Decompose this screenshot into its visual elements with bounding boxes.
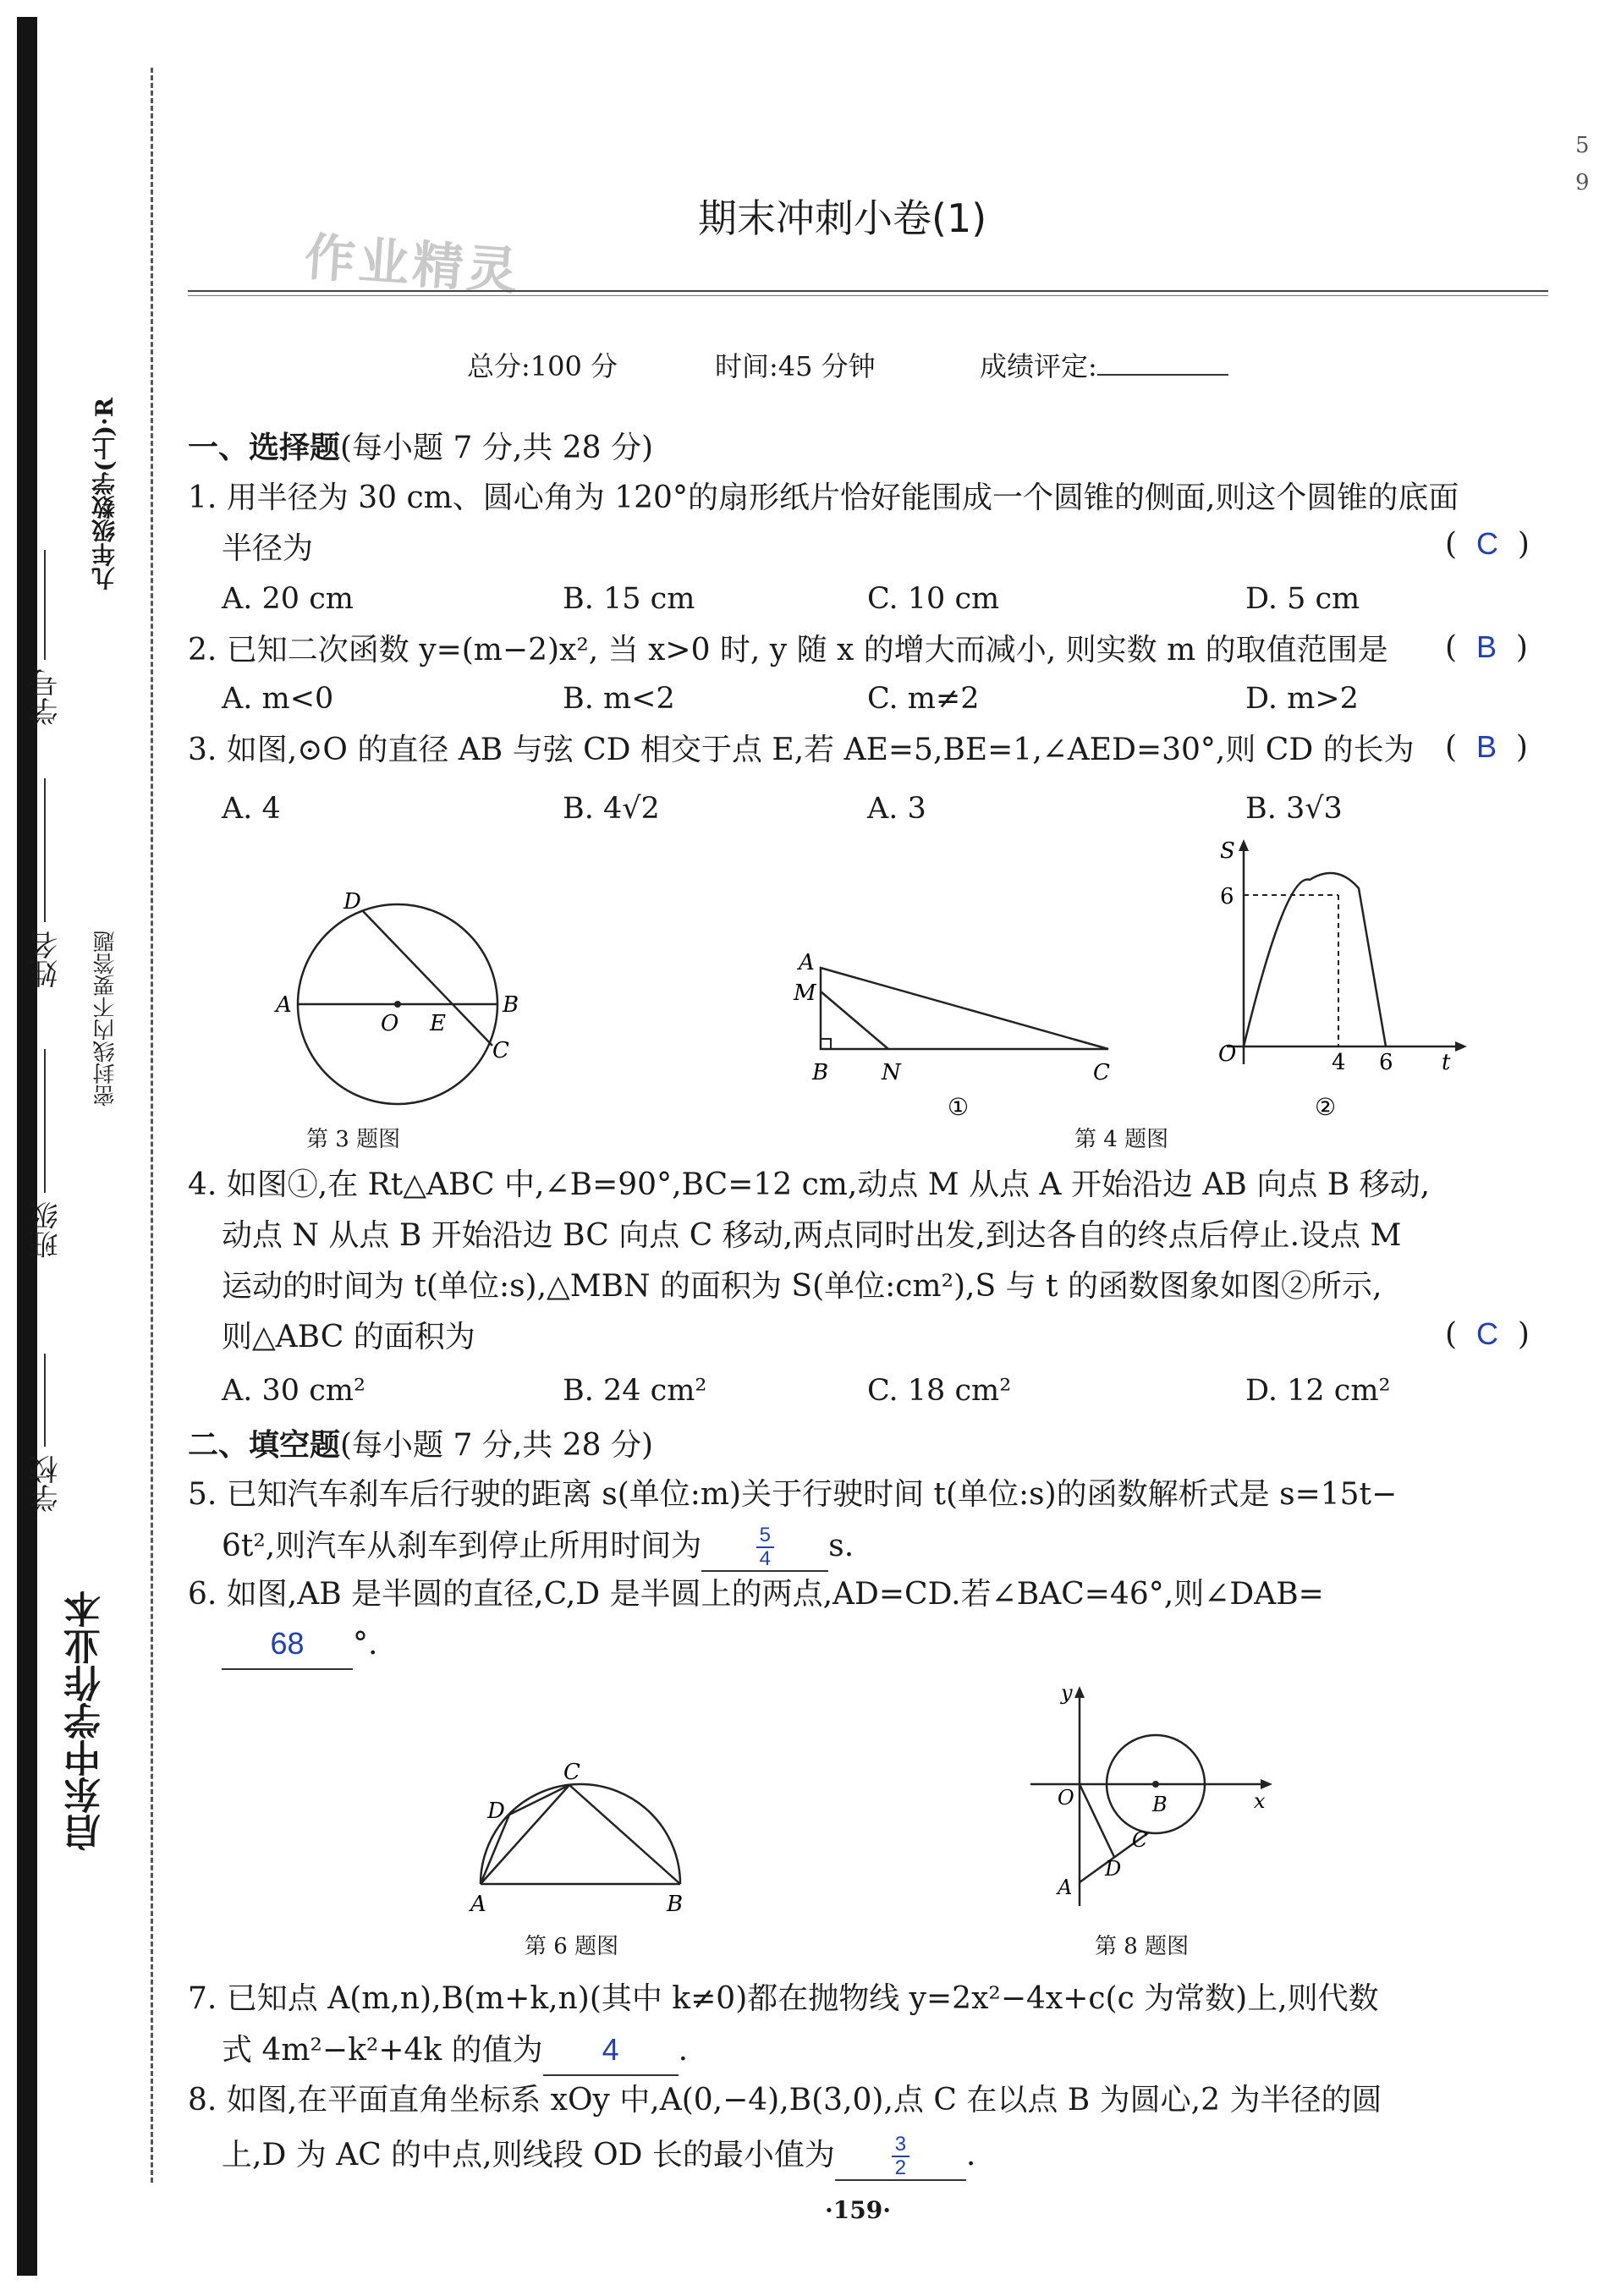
q7-answer: 4 xyxy=(602,2032,619,2067)
q5-answer-num: 5 xyxy=(756,1524,774,1548)
fig4-graph-label-4: 4 xyxy=(1332,1050,1346,1075)
section2-note: (每小题 7 分,共 28 分) xyxy=(340,1428,654,1463)
fig4-graph-x-arrow xyxy=(1455,1041,1467,1052)
fig6-label-c: C xyxy=(563,1760,580,1785)
total-score: 总分:100 分 xyxy=(467,350,618,382)
q1-option-d: D. 5 cm xyxy=(1245,582,1360,616)
fig6-semicircle xyxy=(481,1784,680,1884)
q2-option-d: D. m>2 xyxy=(1245,682,1359,716)
q4-answer-paren: ( C ) xyxy=(1445,1316,1530,1352)
fig3-center-dot xyxy=(394,1001,401,1008)
q5-line1: 5. 已知汽车刹车后行驶的距离 s(单位:m)关于行驶时间 t(单位:s)的函数解析式是 s=15t− xyxy=(188,1477,1398,1512)
q4-option-a: A. 30 cm² xyxy=(222,1374,366,1408)
sidebar-seal-note: 密封线内不要答题 xyxy=(93,931,118,1107)
fig8-y-arrow xyxy=(1074,1686,1085,1698)
q8-line2 xyxy=(222,2130,975,2181)
fig8-label-d: D xyxy=(1105,1857,1122,1881)
q7-line1: 7. 已知点 A(m,n),B(m+k,n)(其中 k≠0)都在抛物线 y=2x²−4x+c(c 为常数)上,则代数 xyxy=(188,1981,1379,2016)
seal-dashed-line-left xyxy=(151,68,153,2183)
q5-line2-post: s. xyxy=(828,1529,854,1563)
name-fill-line xyxy=(44,778,46,922)
q6-answer: 68 xyxy=(270,1626,305,1661)
page-number: ·159· xyxy=(825,2196,891,2224)
section2-heading xyxy=(188,1421,653,1464)
fig6-caption: 第 6 题图 xyxy=(525,1934,619,1959)
q4-option-c: C. 18 cm² xyxy=(867,1374,1012,1408)
fig4-sub2: ② xyxy=(1315,1093,1337,1117)
section1-title: 一、选择题 xyxy=(188,430,341,465)
fig8-label-c: C xyxy=(1132,1828,1148,1852)
q2-answer: B xyxy=(1475,629,1497,664)
sidebar-school-label: 学校 xyxy=(30,1455,63,1513)
q1-option-b: B. 15 cm xyxy=(563,582,695,616)
q2-option-a: A. m<0 xyxy=(222,682,334,716)
header-rule xyxy=(188,290,1548,292)
fig4-graph-y-arrow xyxy=(1239,839,1249,851)
q5-line2-pre: 6t²,则汽车从刹车到停止所用时间为 xyxy=(222,1529,702,1563)
q3-option-a: A. 4 xyxy=(222,792,281,826)
fig3-caption: 第 3 题图 xyxy=(306,1127,401,1152)
q8-answer-fraction xyxy=(892,2134,909,2179)
fig6-label-b: B xyxy=(667,1892,684,1917)
q2-line1: 2. 已知二次函数 y=(m−2)x², 当 x>0 时, y 随 x 的增大而减小, 则实数 m 的取值范围是 xyxy=(188,633,1388,667)
grade-eval-label: 成绩评定: xyxy=(980,350,1097,382)
sidebar-class-label: 班级 xyxy=(30,1201,63,1259)
q1-line1: 1. 用半径为 30 cm、圆心角为 120°的扇形纸片恰好能围成一个圆锥的侧面,则这个圆锥的底面 xyxy=(188,481,1459,515)
q4-line4: 则△ABC 的面积为 xyxy=(222,1320,475,1354)
q8-answer-num: 3 xyxy=(892,2134,909,2157)
fig3-label-a: A xyxy=(276,992,292,1018)
sidebar-name-label: 姓名 xyxy=(30,931,63,988)
school-fill-line xyxy=(44,1354,46,1447)
fig4-graph-label-t: t xyxy=(1442,1050,1451,1075)
fig4-graph-label-o: O xyxy=(1218,1041,1237,1067)
q5-answer-fraction xyxy=(756,1524,774,1570)
q4-line2: 动点 N 从点 B 开始沿边 BC 向点 C 移动,两点同时出发,到达各自的终点后停止.设点 M xyxy=(222,1218,1402,1253)
figure-4-graph xyxy=(1201,838,1472,1117)
fig4-label-a: A xyxy=(799,950,815,975)
q4-option-d: D. 12 cm² xyxy=(1245,1374,1391,1408)
fig4-label-m: M xyxy=(794,980,816,1006)
section1-heading xyxy=(188,424,653,467)
sidebar-book-title: 启东中学作业本 xyxy=(64,1590,107,1851)
section1-note: (每小题 7 分,共 28 分) xyxy=(340,431,654,465)
q5-answer-blank[interactable] xyxy=(701,1521,828,1572)
fig4-graph-label-6y: 6 xyxy=(1220,884,1234,909)
q3-option-d: B. 3√3 xyxy=(1245,792,1343,826)
fig8-label-o: O xyxy=(1058,1786,1074,1810)
watermark: 作业精灵 xyxy=(302,228,523,302)
fig3-label-b: B xyxy=(503,992,519,1018)
fig4-label-b: B xyxy=(812,1060,829,1085)
q4-line1: 4. 如图①,在 Rt△ABC 中,∠B=90°,BC=12 cm,动点 M 从点 A 开始沿边 AB 向点 B 移动, xyxy=(188,1167,1431,1202)
fig8-caption: 第 8 题图 xyxy=(1095,1934,1190,1959)
q8-line1: 8. 如图,在平面直角坐标系 xOy 中,A(0,−4),B(3,0),点 C 在以点 B 为圆心,2 为半径的圆 xyxy=(188,2083,1382,2117)
q7-line2 xyxy=(222,2025,688,2076)
fig8-center-dot xyxy=(1152,1781,1159,1788)
grade-eval-blank[interactable] xyxy=(1097,345,1228,376)
fig4-graph-curve xyxy=(1244,873,1386,1046)
fig8-segment-od xyxy=(1080,1784,1114,1857)
fig6-chord-ad xyxy=(481,1815,509,1884)
q5-answer-den: 4 xyxy=(759,1547,771,1571)
figure-8 xyxy=(1024,1679,1278,1916)
figure-6 xyxy=(457,1755,702,1925)
q1-line2: 半径为 xyxy=(222,531,314,566)
grade-eval xyxy=(980,345,1228,384)
fig4-right-angle-mark xyxy=(821,1039,831,1049)
figure-3 xyxy=(271,880,541,1125)
q8-answer-blank[interactable] xyxy=(835,2130,966,2181)
fig4-label-c: C xyxy=(1093,1060,1110,1085)
q8-line2-post: . xyxy=(965,2138,976,2172)
q2-option-b: B. m<2 xyxy=(563,682,675,716)
q3-line1: 3. 如图,⊙O 的直径 AB 与弦 CD 相交于点 E,若 AE=5,BE=1,∠AED=30°,则 CD 的长为 xyxy=(188,733,1415,767)
q2-option-c: C. m≠2 xyxy=(867,682,980,716)
class-fill-line xyxy=(44,1049,46,1193)
q1-option-a: A. 20 cm xyxy=(222,582,354,616)
q8-answer-den: 2 xyxy=(894,2156,907,2180)
q7-line2-post: . xyxy=(678,2033,689,2068)
q7-line2-pre: 式 4m²−k²+4k 的值为 xyxy=(222,2033,543,2068)
fig8-label-a: A xyxy=(1058,1876,1073,1899)
q1-answer: C xyxy=(1475,526,1498,561)
fig4-sub1: ① xyxy=(948,1093,970,1117)
q3-option-c: A. 3 xyxy=(867,792,926,826)
fig6-chord-dc xyxy=(509,1785,569,1815)
fig6-label-a: A xyxy=(470,1892,486,1917)
fig8-label-y: y xyxy=(1061,1681,1073,1705)
q6-answer-blank[interactable] xyxy=(222,1619,353,1670)
sidebar-id-label: 学号 xyxy=(30,668,63,726)
binding-strip xyxy=(17,17,37,2276)
fig4-graph-label-s: S xyxy=(1220,838,1235,864)
sidebar-course: 九年级数学(上)·R xyxy=(91,398,118,590)
q2-answer-paren: ( B ) xyxy=(1445,629,1528,665)
fig4-triangle-abc xyxy=(821,968,1108,1049)
fig3-label-e: E xyxy=(430,1011,446,1036)
q7-answer-blank[interactable] xyxy=(543,2025,679,2076)
q1-answer-paren: ( C ) xyxy=(1445,526,1530,562)
id-fill-line xyxy=(44,550,46,660)
q3-answer: B xyxy=(1475,729,1497,764)
q4-answer: C xyxy=(1475,1316,1498,1351)
time-limit: 时间:45 分钟 xyxy=(715,350,876,382)
fig8-label-x: x xyxy=(1254,1789,1266,1813)
fig4-label-n: N xyxy=(882,1060,901,1085)
figure-4-triangle xyxy=(778,948,1125,1117)
q6-line2 xyxy=(222,1619,377,1670)
q6-line1: 6. 如图,AB 是半圆的直径,C,D 是半圆上的两点,AD=CD.若∠BAC=46°,则∠DAB= xyxy=(188,1577,1324,1612)
q3-option-b: B. 4√2 xyxy=(563,792,660,826)
fig6-label-d: D xyxy=(487,1799,505,1824)
section2-title: 二、填空题 xyxy=(188,1427,341,1463)
q5-line2 xyxy=(222,1521,854,1572)
q4-option-b: B. 24 cm² xyxy=(563,1374,707,1408)
fig4-caption: 第 4 题图 xyxy=(1074,1127,1169,1152)
q4-line3: 运动的时间为 t(单位:s),△MBN 的面积为 S(单位:cm²),S 与 t 的函数图象如图②所示, xyxy=(222,1269,1382,1304)
q8-line2-pre: 上,D 为 AC 的中点,则线段 OD 长的最小值为 xyxy=(222,2138,835,2172)
fig3-label-c: C xyxy=(492,1038,509,1063)
page-title: 期末冲刺小卷(1) xyxy=(698,195,987,241)
fig8-label-b: B xyxy=(1152,1793,1168,1816)
header-rule-2 xyxy=(188,295,1548,296)
fig4-graph-label-6x: 6 xyxy=(1379,1050,1393,1075)
q1-option-c: C. 10 cm xyxy=(867,582,1000,616)
right-edge-marks: 5 9 xyxy=(1575,133,1590,195)
fig8-x-arrow xyxy=(1261,1779,1272,1789)
fig3-label-o: O xyxy=(381,1011,399,1036)
fig3-label-d: D xyxy=(343,889,361,915)
q6-line2-post: °. xyxy=(353,1627,378,1662)
q3-answer-paren: ( B ) xyxy=(1445,729,1528,765)
fig6-chord-cb xyxy=(569,1785,680,1884)
